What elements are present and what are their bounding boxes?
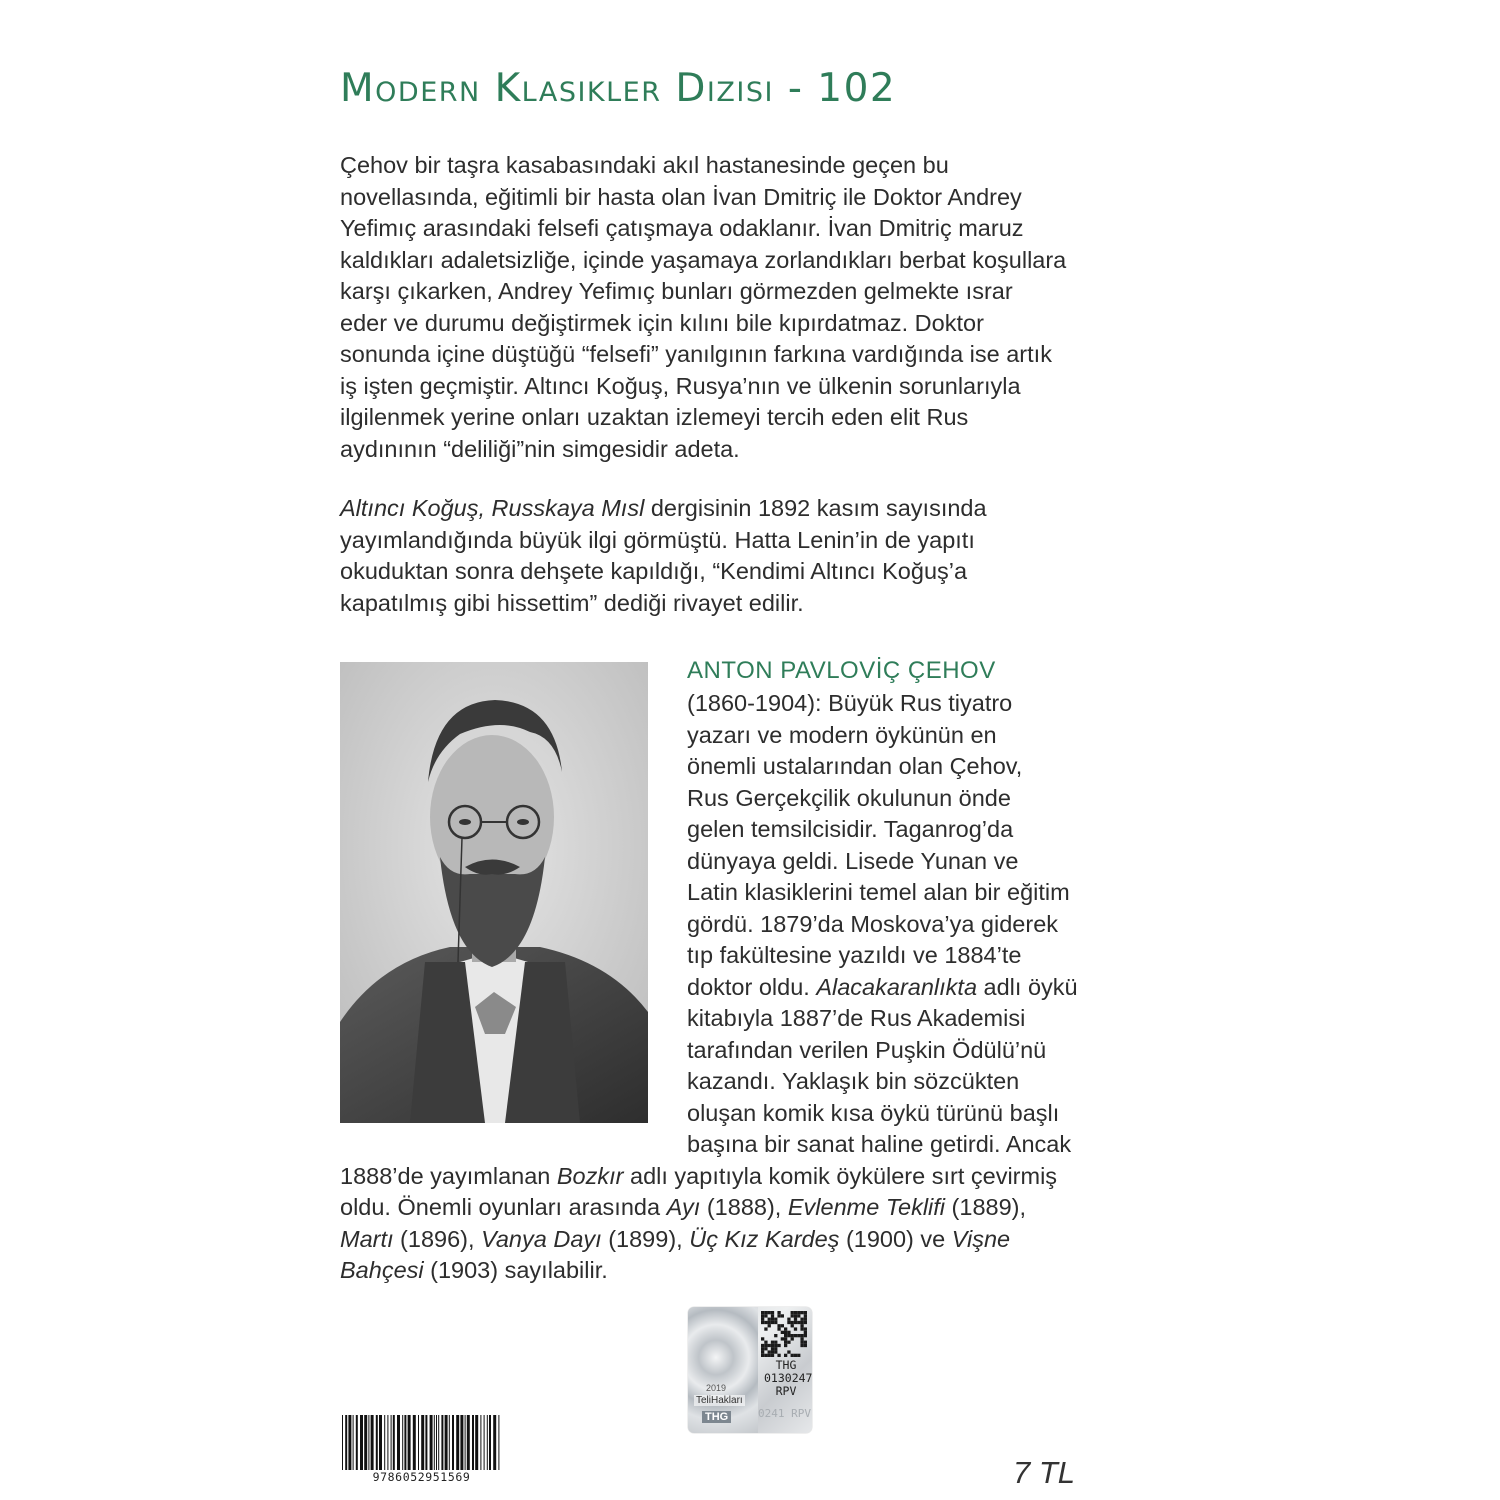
sticker-code xyxy=(764,1358,812,1398)
qr-module xyxy=(761,1314,764,1317)
barcode-bar xyxy=(434,1415,435,1471)
qr-module xyxy=(784,1354,787,1357)
text-segment: (1899), xyxy=(601,1225,690,1252)
hologram-year: 2019 xyxy=(706,1383,727,1393)
qr-module xyxy=(771,1344,774,1347)
hologram-brand: TeliHakları xyxy=(696,1395,743,1406)
qr-module xyxy=(800,1327,803,1330)
italic-title: Vişne xyxy=(951,1225,1011,1252)
qr-module xyxy=(787,1321,790,1324)
barcode-bar xyxy=(438,1415,439,1471)
barcode-bar xyxy=(387,1415,388,1471)
text-line xyxy=(340,1224,1078,1256)
text-line: aydınının “deliliği”nin simgesidir adeta. xyxy=(340,435,740,462)
text-line xyxy=(340,1255,1078,1287)
qr-module xyxy=(771,1341,774,1344)
qr-module xyxy=(768,1321,771,1324)
barcode-bar xyxy=(425,1415,427,1471)
text-line: gördü. 1879’da Moskova’ya giderek xyxy=(687,910,1059,937)
series-title: Modern Klasikler Dizisi - 102 xyxy=(340,66,897,111)
synopsis-paragraph xyxy=(340,150,1066,465)
text-line xyxy=(340,1192,1078,1224)
barcode-bar xyxy=(460,1415,463,1471)
qr-module xyxy=(791,1321,794,1324)
italic-title: Üç Kız Kardeş xyxy=(689,1225,840,1252)
qr-module xyxy=(774,1318,777,1321)
text-line: Rus Gerçekçilik okulunun önde xyxy=(687,784,1011,811)
qr-module xyxy=(777,1327,780,1330)
text-line: novellasında, eğitimli bir hasta olan İvan Dmitriç ile Doktor Andrey xyxy=(340,183,1022,210)
qr-module xyxy=(774,1344,777,1347)
qr-module xyxy=(777,1344,780,1347)
barcode-bar xyxy=(393,1415,395,1471)
sticker-code-line: THG xyxy=(775,1358,797,1372)
barcode-bar xyxy=(452,1415,454,1471)
qr-module xyxy=(804,1331,807,1334)
qr-module xyxy=(804,1321,807,1324)
text-line xyxy=(340,1161,1078,1193)
italic-title: Altıncı Koğuş, Russkaya Mısl xyxy=(340,495,645,521)
qr-module xyxy=(777,1324,780,1327)
barcode-bar xyxy=(456,1415,459,1471)
qr-module xyxy=(777,1311,780,1314)
qr-module xyxy=(768,1324,771,1327)
qr-module xyxy=(764,1314,767,1317)
barcode-bar xyxy=(418,1415,419,1471)
italic-title: Evlenme Teklifi xyxy=(787,1194,946,1220)
qr-module xyxy=(787,1318,790,1321)
qr-module xyxy=(804,1341,807,1344)
barcode-bar xyxy=(364,1415,367,1471)
text-segment: (1896), xyxy=(393,1225,482,1252)
text-line: Yefimıç arasındaki felsefi çatışmaya odaklanır. İvan Dmitriç maruz xyxy=(340,215,1024,241)
qr-module xyxy=(794,1318,797,1321)
qr-module xyxy=(784,1341,787,1344)
barcode-bar xyxy=(391,1415,392,1471)
sticker-faded-code: 0241 RPV xyxy=(758,1407,811,1420)
qr-module xyxy=(794,1314,797,1317)
qr-module xyxy=(761,1318,764,1321)
qr-module xyxy=(791,1324,794,1327)
qr-module xyxy=(794,1321,797,1324)
qr-module xyxy=(768,1311,771,1314)
barcode-bar xyxy=(441,1415,443,1471)
text-line: ilgilenmek yerine onları uzaktan izlemeyi tercih eden elit Rus xyxy=(340,404,969,430)
barcode-bar xyxy=(467,1415,470,1471)
barcode-bar xyxy=(465,1415,466,1471)
text-segment: doktor oldu. xyxy=(687,973,817,1000)
qr-module xyxy=(784,1334,787,1337)
sticker-code-line: 0130247 xyxy=(764,1371,812,1385)
barcode-bar xyxy=(480,1415,481,1471)
barcode-bar xyxy=(360,1415,363,1471)
qr-module xyxy=(781,1324,784,1327)
publication-paragraph xyxy=(340,493,987,619)
barcode-bar xyxy=(484,1415,485,1471)
qr-module xyxy=(761,1337,764,1340)
qr-module xyxy=(804,1314,807,1317)
barcode-bar xyxy=(348,1415,351,1471)
banderol-sticker xyxy=(688,1307,812,1433)
text-line: gelen temsilcisidir. Taganrog’da xyxy=(687,816,1014,842)
barcode-bar xyxy=(493,1415,496,1471)
qr-module xyxy=(800,1334,803,1337)
qr-module xyxy=(784,1344,787,1347)
barcode-bar xyxy=(404,1415,406,1471)
qr-module xyxy=(800,1311,803,1314)
qr-module xyxy=(794,1327,797,1330)
qr-module xyxy=(781,1337,784,1340)
qr-module xyxy=(764,1321,767,1324)
text-line: oluşan komik kısa öykü türünü başlı xyxy=(687,1099,1060,1126)
qr-module xyxy=(797,1311,800,1314)
text-line xyxy=(687,972,1078,1004)
qr-module xyxy=(768,1318,771,1321)
qr-module xyxy=(784,1337,787,1340)
qr-module xyxy=(771,1321,774,1324)
barcode-bar xyxy=(487,1415,488,1471)
text-line: kitabıyla 1887’de Rus Akademisi xyxy=(687,1005,1026,1031)
qr-module xyxy=(761,1347,764,1350)
barcode-bar xyxy=(345,1415,347,1471)
barcode-bar xyxy=(475,1415,478,1471)
qr-module xyxy=(761,1321,764,1324)
qr-module xyxy=(761,1311,764,1314)
qr-module xyxy=(774,1350,777,1353)
qr-module xyxy=(771,1314,774,1317)
barcode-bar xyxy=(371,1415,374,1471)
isbn-digits: 9786052951569 xyxy=(340,1470,503,1484)
italic-title: Alacakaranlıkta xyxy=(816,973,978,1000)
qr-module xyxy=(797,1321,800,1324)
barcode-bar xyxy=(353,1415,354,1471)
qr-module xyxy=(791,1334,794,1337)
barcode-bar xyxy=(489,1415,491,1471)
qr-module xyxy=(761,1354,764,1357)
qr-module xyxy=(764,1354,767,1357)
qr-module xyxy=(774,1321,777,1324)
qr-module xyxy=(774,1334,777,1337)
qr-module xyxy=(787,1331,790,1334)
italic-title: Bozkır xyxy=(556,1162,624,1189)
qr-module xyxy=(771,1318,774,1321)
barcode-bar xyxy=(472,1415,474,1471)
qr-module xyxy=(804,1334,807,1337)
sticker-code-line: RPV xyxy=(775,1384,797,1398)
text-line: yazarı ve modern öykünün en xyxy=(687,721,997,748)
text-segment: (1888), xyxy=(700,1194,788,1220)
text-segment: 1888’de yayımlanan xyxy=(340,1162,557,1189)
qr-module xyxy=(800,1344,803,1347)
qr-module xyxy=(797,1354,800,1357)
text-segment: dergisinin 1892 kasım sayısında xyxy=(644,495,987,521)
qr-module xyxy=(800,1324,803,1327)
text-segment: (1903) sayılabilir. xyxy=(423,1257,608,1283)
hologram xyxy=(688,1307,758,1433)
hologram-code: THG xyxy=(702,1411,731,1423)
qr-module xyxy=(777,1354,780,1357)
qr-module xyxy=(784,1327,787,1330)
text-line: Latin klasiklerini temel alan bir eğitim xyxy=(687,879,1070,905)
qr-module xyxy=(764,1311,767,1314)
italic-title: Bahçesi xyxy=(340,1257,424,1283)
barcode-bar xyxy=(413,1415,416,1471)
qr-module xyxy=(768,1344,771,1347)
italic-title: Martı xyxy=(340,1225,394,1252)
qr-module xyxy=(794,1334,797,1337)
barcode-bar xyxy=(368,1415,369,1471)
text-line: yayımlandığında büyük ilgi görmüştü. Hatta Lenin’in de yapıtı xyxy=(340,526,975,553)
qr-module xyxy=(804,1344,807,1347)
qr-module xyxy=(764,1341,767,1344)
qr-module xyxy=(764,1344,767,1347)
barcode-bar xyxy=(342,1415,343,1471)
text-line: okuduktan sonra dehşete kapıldığı, “Kendimi Altıncı Koğuş’a xyxy=(340,558,968,584)
author-bio xyxy=(340,688,1078,1287)
qr-module xyxy=(771,1354,774,1357)
qr-module xyxy=(800,1318,803,1321)
qr-module xyxy=(804,1311,807,1314)
qr-module xyxy=(794,1354,797,1357)
qr-module xyxy=(777,1314,780,1317)
text-line: tıp fakültesine yazıldı ve 1884’te xyxy=(687,942,1022,968)
barcode-bar xyxy=(408,1415,411,1471)
qr-module xyxy=(768,1354,771,1357)
text-line: kaldıkları adaletsizliğe, içinde yaşamaya zorlandıkları berbat koşullara xyxy=(340,246,1067,273)
qr-module xyxy=(797,1334,800,1337)
text-line: kapatılmış gibi hissettim” dediği rivayet edilir. xyxy=(340,589,804,616)
barcode-bar xyxy=(421,1415,424,1471)
qr-module xyxy=(787,1341,790,1344)
text-segment: (1900) ve xyxy=(839,1225,952,1252)
barcode-bar xyxy=(445,1415,448,1471)
text-line xyxy=(340,493,987,525)
text-line: sonunda içine düştüğü “felsefi” yanılgının farkına vardığında ise artık xyxy=(340,341,1052,367)
qr-module xyxy=(791,1311,794,1314)
qr-module xyxy=(764,1347,767,1350)
italic-title: Ayı xyxy=(666,1194,701,1220)
qr-module xyxy=(800,1341,803,1344)
barcode-bar xyxy=(379,1415,382,1471)
qr-module xyxy=(781,1331,784,1334)
text-segment: adlı öykü xyxy=(977,973,1078,1000)
barcode-bar xyxy=(436,1415,437,1471)
barcode-bar xyxy=(498,1415,499,1471)
text-line: kazandı. Yaklaşık bin sözcükten xyxy=(687,1068,1020,1094)
italic-title: Vanya Dayı xyxy=(481,1225,602,1252)
qr-module xyxy=(791,1337,794,1340)
qr-module xyxy=(794,1311,797,1314)
text-line: başına bir sanat haline getirdi. Ancak xyxy=(687,1131,1072,1157)
qr-module xyxy=(764,1327,767,1330)
text-segment: adlı yapıtıyla komik öykülere sırt çevirmiş xyxy=(623,1162,1058,1189)
barcode-bar xyxy=(376,1415,378,1471)
barcode-bar xyxy=(384,1415,385,1471)
qr-module xyxy=(800,1321,803,1324)
barcode-bar xyxy=(397,1415,400,1471)
qr-module xyxy=(771,1350,774,1353)
qr-module xyxy=(771,1311,774,1314)
text-line: tarafından verilen Puşkin Ödülü’nü xyxy=(687,1036,1047,1063)
text-line: Çehov bir taşra kasabasındaki akıl hastanesinde geçen bu xyxy=(340,152,949,178)
qr-module xyxy=(768,1350,771,1353)
qr-module xyxy=(791,1354,794,1357)
barcode-bar xyxy=(430,1415,433,1471)
qr-module xyxy=(791,1314,794,1317)
text-segment: (1889), xyxy=(945,1194,1027,1220)
qr-module xyxy=(797,1314,800,1317)
qr-module xyxy=(774,1347,777,1350)
author-name: ANTON PAVLOVİÇ ÇEHOV xyxy=(687,657,996,684)
barcode-bar xyxy=(449,1415,450,1471)
price: 7 TL xyxy=(1013,1455,1076,1490)
text-line: dünyaya geldi. Lisede Yunan ve xyxy=(687,847,1019,874)
qr-module xyxy=(804,1318,807,1321)
barcode-bar xyxy=(356,1415,358,1471)
text-line: iş işten geçmiştir. Altıncı Koğuş, Rusya’nın ve ülkenin sorunlarıyla xyxy=(340,372,1021,399)
qr-module xyxy=(787,1334,790,1337)
qr-module xyxy=(784,1331,787,1334)
qr-module xyxy=(781,1314,784,1317)
qr-module xyxy=(800,1337,803,1340)
barcode-bar xyxy=(402,1415,403,1471)
qr-module xyxy=(774,1341,777,1344)
qr-module xyxy=(787,1350,790,1353)
qr-module xyxy=(804,1327,807,1330)
text-line: eder ve durumu değiştirmek için kılını bile kıpırdatmaz. Doktor xyxy=(340,309,984,336)
qr-module xyxy=(761,1344,764,1347)
qr-code-icon xyxy=(761,1311,807,1357)
text-line: karşı çıkarken, Andrey Yefimıç bunları görmezden gelmekte ısrar xyxy=(340,278,1013,304)
qr-module xyxy=(761,1350,764,1353)
text-line: (1860-1904): Büyük Rus tiyatro xyxy=(687,690,1013,716)
text-line: önemli ustalarından olan Çehov, xyxy=(687,753,1023,779)
text-segment: oldu. Önemli oyunları arasında xyxy=(340,1194,667,1220)
qr-module xyxy=(771,1347,774,1350)
